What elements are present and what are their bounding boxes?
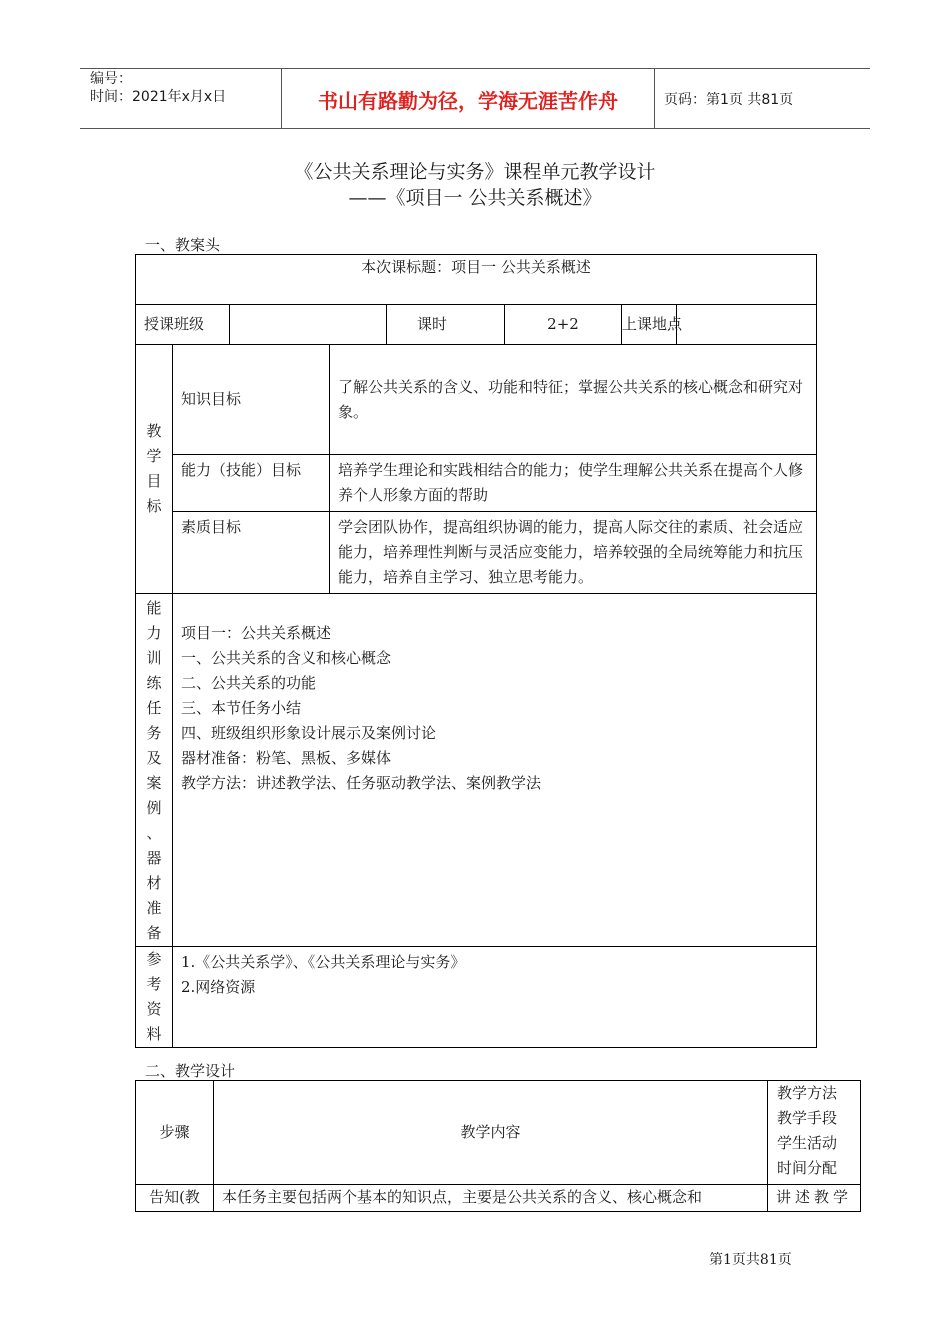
page-footer: 第1页共81页 [709,1252,792,1268]
step-text: 告知(教 [149,1188,200,1206]
goals-label-char: 目 [146,472,162,490]
header-divider [654,68,655,129]
teaching-design-table [135,1080,861,1212]
section-heading: 一、教案头 [145,236,221,254]
content-cell [214,1185,768,1212]
goal-text-cell [330,512,817,594]
tasks-label [136,594,173,947]
tasks-label-char: 准 [146,899,162,917]
tasks-label-char: 能 [146,599,162,617]
task-line: 器材准备：粉笔、黑板、多媒体 [181,749,392,767]
task-line: 项目一：公共关系概述 [181,624,332,642]
goal-text: 了解公共关系的含义、功能和特征；掌握公共关系的核心概念和研究对象。 [338,378,804,421]
goals-label-char: 教 [146,422,162,440]
tasks-content [173,594,817,947]
refs-label-char: 参 [146,950,162,968]
goal-text-cell [330,345,817,455]
tasks-label-char: 例 [146,799,162,817]
tasks-label-char: 练 [146,674,162,692]
task-line: 三、本节任务小结 [181,699,302,717]
goals-label-char: 学 [146,447,162,465]
hours-value: 2+2 [547,315,579,333]
header-bottom-rule [80,128,870,129]
goal-text: 学会团队协作，提高组织协调的能力，提高人际交往的素质、社会适应能力，培养理性判断与灵活应变能力，培养较强的全局统筹能力和抗压能力，培养自主学习、独立思考能力。 [338,518,804,586]
document-subtitle: ——《项目一 公共关系概述》 [348,187,602,209]
goal-label: 素质目标 [181,518,242,536]
refs-label-char: 考 [146,975,162,993]
task-line: 二、公共关系的功能 [181,674,317,692]
task-line: 一、公共关系的含义和核心概念 [181,649,392,667]
goal-text: 培养学生理论和实践相结合的能力；使学生理解公共关系在提高个人修养个人形象方面的帮助 [338,461,804,504]
header-motto: 书山有路勤为径，学海无涯苦作舟 [318,89,618,113]
refs-label [136,947,173,1048]
goals-label-char: 标 [146,497,162,515]
tasks-label-char: 案 [146,774,162,792]
date-label: 时间：2021年x月x日 [90,89,227,105]
method-cell [768,1185,861,1212]
goal-text-cell [330,455,817,512]
col-method-label: 教学手段 [777,1109,838,1127]
goals-label [136,345,173,594]
place-label: 上课地点 [622,315,683,333]
step-cell [136,1185,214,1212]
goal-label-cell [173,455,330,512]
ref-line: 2.网络资源 [181,978,256,996]
class-label-cell [136,305,230,345]
hours-label-cell [387,305,505,345]
place-value-cell [677,305,817,345]
task-line: 四、班级组织形象设计展示及案例讨论 [181,724,437,742]
goal-label: 能力（技能）目标 [181,461,302,479]
task-line: 教学方法：讲述教学法、任务驱动教学法、案例教学法 [181,774,542,792]
tasks-label-char: 器 [146,849,162,867]
method-text: 讲述教学 [775,1188,852,1206]
tasks-label-char: 力 [146,624,162,642]
section-heading: 二、教学设计 [145,1062,236,1080]
goal-label-cell [173,345,330,455]
tasks-label-char: 材 [146,874,162,892]
col-content-header [214,1081,768,1185]
lesson-topic [136,255,817,305]
serial-label: 编号： [90,71,132,87]
document-title: 《公共关系理论与实务》课程单元教学设计 [294,161,656,183]
header-page-code: 页码：第1页 共81页 [664,92,794,108]
col-method-label: 教学方法 [777,1084,838,1102]
header-meta [90,70,226,106]
refs-label-char: 资 [146,1000,162,1018]
col-method-label: 学生活动 [777,1134,838,1152]
col-step-label: 步骤 [159,1123,190,1141]
col-method-header [768,1081,861,1185]
refs-label-char: 料 [146,1025,162,1043]
content-text: 本任务主要包括两个基本的知识点，主要是公共关系的含义、核心概念和 [222,1188,703,1206]
refs-content [173,947,817,1048]
tasks-label-char: 训 [146,649,162,667]
tasks-label-char: 务 [146,724,162,742]
place-label-cell [622,305,683,345]
hours-label: 课时 [417,315,448,333]
col-method-label: 时间分配 [777,1159,838,1177]
lesson-topic-text: 本次课标题：项目一 公共关系概述 [361,258,591,276]
tasks-label-char: 任 [146,699,162,717]
tasks-label-char: 及 [146,749,162,767]
lesson-header-table [135,254,817,1048]
tasks-label-char: 、 [146,824,162,842]
col-step-header [136,1081,214,1185]
tasks-label-char: 备 [146,924,162,942]
ref-line: 1.《公共关系学》、《公共关系理论与实务》 [181,953,466,971]
goal-label-cell [173,512,330,594]
goal-label: 知识目标 [181,390,242,408]
header-top-rule [80,68,870,69]
col-content-label: 教学内容 [460,1123,521,1141]
class-value-cell [230,305,387,345]
hours-value-cell [505,305,622,345]
class-label: 授课班级 [144,315,205,333]
